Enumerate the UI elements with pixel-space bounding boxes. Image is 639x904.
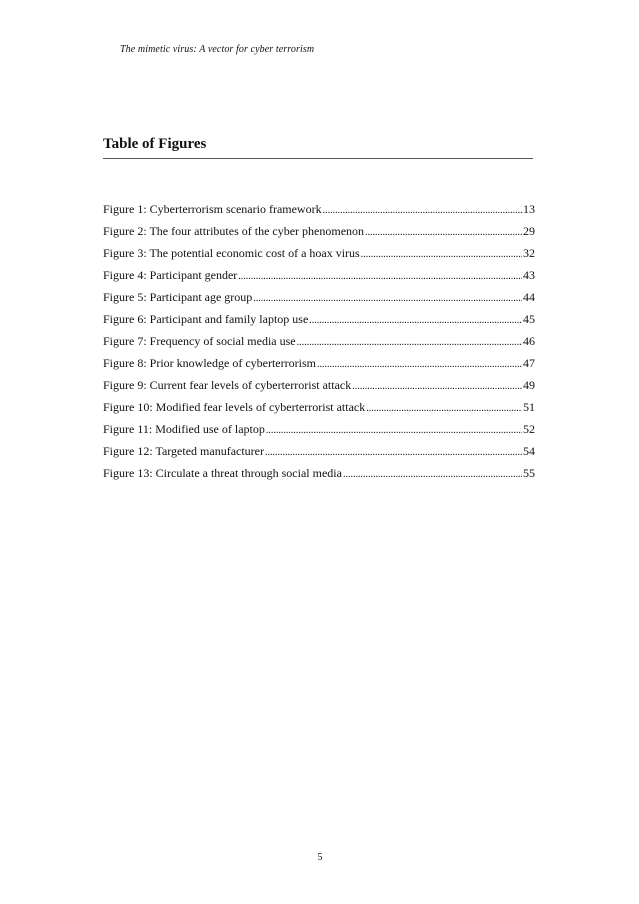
dot-leader [238, 266, 522, 286]
heading-rule [103, 158, 533, 159]
dot-leader [365, 222, 522, 242]
toc-entry-figure-4[interactable] [103, 264, 535, 286]
toc-entry-title: Figure 4: Participant gender [103, 268, 238, 282]
toc-entry-page: 49 [523, 378, 535, 392]
toc-entry-figure-2[interactable] [103, 220, 535, 242]
toc-entry-title: Figure 8: Prior knowledge of cyberterrorism [103, 356, 316, 370]
toc-entry-figure-12[interactable] [103, 440, 535, 462]
toc-entry-figure-7[interactable] [103, 330, 535, 352]
toc-entry-title: Figure 12: Targeted manufacturer [103, 444, 264, 458]
table-of-figures [103, 198, 535, 484]
dot-leader [361, 244, 522, 264]
toc-entry-title: Figure 5: Participant age group [103, 290, 253, 304]
dot-leader [343, 464, 522, 484]
toc-entry-page: 46 [523, 334, 535, 348]
dot-leader [317, 354, 522, 374]
toc-entry-title: Figure 9: Current fear levels of cyberterrorist attack [103, 378, 352, 392]
toc-entry-title: Figure 13: Circulate a threat through social media [103, 466, 342, 480]
toc-entry-title: Figure 1: Cyberterrorism scenario framework [103, 202, 322, 216]
toc-entry-figure-1[interactable] [103, 198, 535, 220]
toc-entry-title: Figure 2: The four attributes of the cyber phenomenon [103, 224, 365, 238]
toc-entry-figure-3[interactable] [103, 242, 535, 264]
dot-leader [297, 332, 522, 352]
dot-leader [265, 442, 522, 462]
toc-entry-figure-6[interactable] [103, 308, 535, 330]
dot-leader [352, 376, 522, 396]
toc-entry-figure-13[interactable] [103, 462, 535, 484]
dot-leader [253, 288, 522, 308]
toc-entry-figure-5[interactable] [103, 286, 535, 308]
running-header: The mimetic virus: A vector for cyber terrorism [120, 44, 315, 55]
toc-entry-title: Figure 3: The potential economic cost of a hoax virus [103, 246, 360, 260]
toc-entry-page: 29 [523, 224, 535, 238]
dot-leader [309, 310, 522, 330]
toc-entry-page: 44 [523, 290, 535, 304]
toc-entry-title: Figure 11: Modified use of laptop [103, 422, 265, 436]
dot-leader [266, 420, 522, 440]
toc-heading: Table of Figures [103, 136, 207, 152]
toc-entry-figure-9[interactable] [103, 374, 535, 396]
toc-entry-page: 55 [523, 466, 535, 480]
toc-entry-page: 52 [523, 422, 535, 436]
toc-entry-page: 47 [523, 356, 535, 370]
toc-entry-page: 43 [523, 268, 535, 282]
toc-entry-figure-11[interactable] [103, 418, 535, 440]
toc-entry-page: 45 [523, 312, 535, 326]
toc-entry-page: 54 [523, 444, 535, 458]
toc-entry-figure-10[interactable] [103, 396, 535, 418]
toc-entry-title: Figure 7: Frequency of social media use [103, 334, 296, 348]
toc-entry-page: 51 [523, 400, 535, 414]
toc-entry-title: Figure 6: Participant and family laptop use [103, 312, 309, 326]
dot-leader [323, 200, 522, 220]
toc-entry-title: Figure 10: Modified fear levels of cyberterrorist attack [103, 400, 366, 414]
dot-leader [366, 398, 522, 418]
toc-entry-page: 13 [523, 202, 535, 216]
toc-entry-page: 32 [523, 246, 535, 260]
page-number: 5 [317, 852, 323, 863]
toc-entry-figure-8[interactable] [103, 352, 535, 374]
